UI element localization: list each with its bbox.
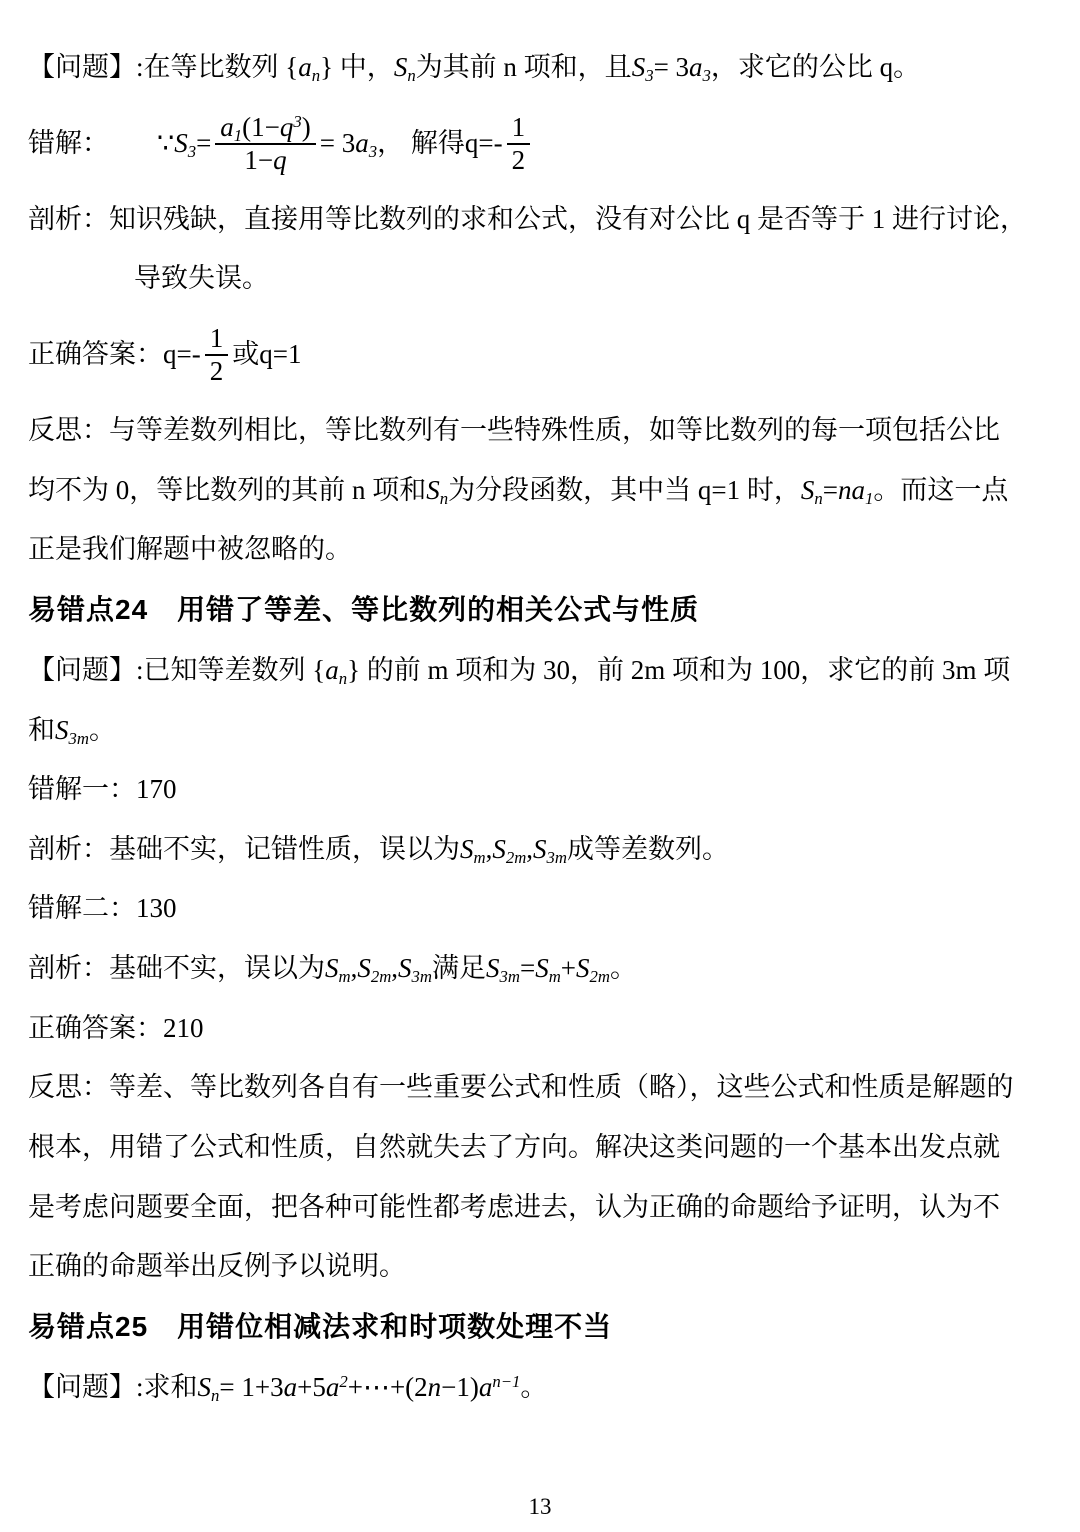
text-run: 【问题】:求和 <box>28 1371 198 1402</box>
text-run: 2 <box>209 356 224 387</box>
math-symbol: $S_3$ <box>174 127 197 161</box>
reflection-q24-line2 <box>28 1130 1056 1166</box>
text-run: 反思：等差、等比数列各自有一些重要公式和性质（略），这些公式和性质是解题的 <box>28 1072 1014 1103</box>
text-run: ∵ <box>157 127 175 158</box>
analysis-two-q24 <box>28 951 1056 987</box>
problem-q23-statement <box>28 50 1056 86</box>
math-symbol: $S_{2m}$ <box>576 953 610 987</box>
problem-q24-statement-line2 <box>28 713 1056 749</box>
text-run: , <box>350 953 358 984</box>
problem-q24-statement-line1 <box>28 653 1056 689</box>
text-run: = <box>519 953 536 984</box>
reflection-q24-line1 <box>28 1070 1056 1106</box>
reflection-q24-line3 <box>28 1190 1056 1226</box>
math-symbol: $S_m$ <box>460 833 486 867</box>
math-symbol: a <box>283 1371 298 1402</box>
math-symbol: $q^3$ <box>279 111 302 142</box>
text-run: 为其前 n 项和，且 <box>415 52 632 82</box>
math-symbol: $a_n$ <box>325 654 348 688</box>
math-symbol: $S_n$ <box>800 474 823 508</box>
text-run: 剖析：基础不实，误以为 <box>28 953 325 984</box>
text-run: 。而这一点 <box>873 474 1009 505</box>
text-run: ，求它的公比 q。 <box>710 52 921 82</box>
text-run: = 3 <box>653 52 690 82</box>
math-symbol: $a_1$ <box>220 111 243 145</box>
text-run: 是考虑问题要全面，把各种可能性都考虑进去，认为正确的命题给予证明，认为不 <box>28 1191 1000 1222</box>
fraction <box>215 112 315 176</box>
text-run: 正确答案：210 <box>28 1012 204 1043</box>
math-symbol: $a^{n-1}$ <box>478 1371 521 1402</box>
analysis-one-q24 <box>28 832 1056 868</box>
math-symbol: $S_m$ <box>535 953 561 987</box>
math-symbol: $a_n$ <box>298 52 321 86</box>
text-run: ) <box>301 111 311 142</box>
text-run: 易错点24 用错了等差、等比数列的相关公式与性质 <box>28 593 700 625</box>
math-symbol: n <box>427 1371 442 1402</box>
wrong-solution-two-q24 <box>28 891 1056 927</box>
text-run: , <box>391 953 399 984</box>
section-heading-24 <box>28 592 1056 629</box>
wrong-solution-one-q24 <box>28 772 1056 808</box>
math-symbol: $S_m$ <box>325 953 351 987</box>
text-run: 易错点25 用错位相减法求和时项数处理不当 <box>28 1310 613 1342</box>
fraction <box>507 112 531 176</box>
text-run: 。 <box>609 953 637 984</box>
document-body <box>28 50 1056 1405</box>
text-run: (1− <box>242 111 280 142</box>
text-run: 剖析：知识残缺，直接用等比数列的求和公式，没有对公比 q 是否等于 1 进行讨论， <box>28 203 1027 234</box>
wrong-solution-q23 <box>28 110 1056 178</box>
text-run: 反思：与等差数列相比，等比数列有一些特殊性质，如等比数列的每一项包括公比 <box>28 415 1000 446</box>
analysis-q23-line1 <box>28 202 1056 238</box>
text-run: 导致失误。 <box>134 263 269 294</box>
text-run: 剖析：基础不实，记错性质，误以为 <box>28 833 460 864</box>
math-symbol: $a^2$ <box>325 1371 348 1402</box>
math-symbol: $S_{2m}$ <box>357 953 392 987</box>
math-symbol: $S_n$ <box>393 52 416 86</box>
math-symbol: $S_{3m}$ <box>533 833 567 867</box>
text-run: 1 <box>209 322 224 353</box>
text-run: } 中， <box>320 52 394 82</box>
text-run: 。 <box>88 714 116 745</box>
text-run: 错解： <box>28 127 109 158</box>
text-run: +5 <box>297 1371 326 1402</box>
math-symbol: $S_3$ <box>631 52 654 86</box>
text-run: 1− <box>244 144 274 175</box>
section-heading-25 <box>28 1309 1056 1346</box>
text-run: 满足 <box>432 953 486 984</box>
math-symbol: $a_3$ <box>355 127 378 161</box>
text-run: = 1+3 <box>219 1371 284 1402</box>
text-run: ， 解得q=- <box>377 127 503 158</box>
math-symbol: $S_{3m}$ <box>486 953 520 987</box>
text-run: 1 <box>511 111 526 142</box>
text-run: 。 <box>520 1371 548 1402</box>
text-run: 均不为 0，等比数列的其前 n 项和 <box>28 474 427 505</box>
text-run: −1) <box>441 1371 479 1402</box>
text-run: 【问题】:已知等差数列 { <box>28 654 326 685</box>
math-symbol: $S_n$ <box>426 474 449 508</box>
text-run: 错解二：130 <box>28 893 177 924</box>
reflection-q23-line2 <box>28 473 1056 509</box>
fraction <box>205 323 229 387</box>
text-run: 错解一：170 <box>28 774 177 805</box>
math-symbol: $S_{2m}$ <box>492 833 527 867</box>
text-run: 和 <box>28 714 55 745</box>
text-run: 【问题】:在等比数列 { <box>28 52 299 82</box>
reflection-q23-line1 <box>28 413 1056 449</box>
reflection-q24-line4 <box>28 1249 1056 1285</box>
correct-answer-q24 <box>28 1011 1056 1047</box>
math-symbol: $a_3$ <box>689 52 711 86</box>
text-run: 根本，用错了公式和性质，自然就失去了方向。解决这类问题的一个基本出发点就 <box>28 1131 1000 1162</box>
text-run: + <box>560 953 577 984</box>
math-symbol: q <box>273 144 287 175</box>
text-run: , <box>485 833 493 864</box>
text-run: = <box>196 127 212 158</box>
math-symbol: $S_{3m}$ <box>55 714 89 748</box>
math-symbol: $S_{3m}$ <box>398 953 432 987</box>
text-run: 正确的命题举出反例予以说明。 <box>28 1251 406 1282</box>
problem-q25-statement <box>28 1370 1056 1406</box>
text-run: 2 <box>511 144 526 175</box>
text-run: 正是我们解题中被忽略的。 <box>28 534 352 565</box>
text-run: 成等差数列。 <box>567 833 729 864</box>
page-number: 13 <box>528 1494 552 1519</box>
math-symbol: $na_1$ <box>837 474 874 508</box>
reflection-q23-line3 <box>28 532 1056 568</box>
text-run: } 的前 m 项和为 30，前 2m 项和为 100，求它的前 3m 项 <box>347 654 1011 685</box>
math-symbol: $S_n$ <box>197 1371 220 1405</box>
correct-answer-q23 <box>28 321 1056 389</box>
text-run: = <box>822 474 838 505</box>
text-run: 为分段函数，其中当 q=1 时， <box>448 474 801 505</box>
text-run: +⋯+(2 <box>347 1371 428 1402</box>
analysis-q23-line2 <box>28 261 1056 297</box>
text-run: 正确答案：q=- <box>28 339 201 370</box>
text-run: 或q=1 <box>232 339 302 370</box>
text-run: = 3 <box>319 127 356 158</box>
text-run: , <box>526 833 534 864</box>
